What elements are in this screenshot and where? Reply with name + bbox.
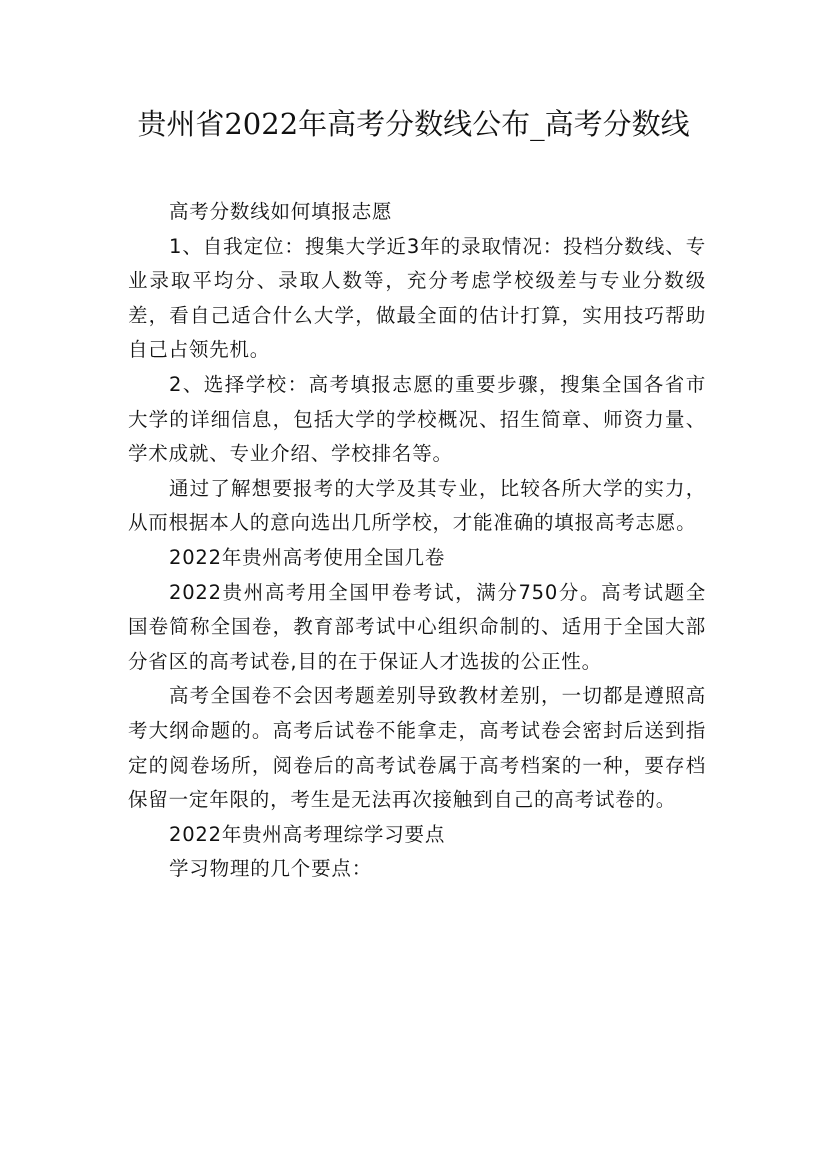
paragraph-self-positioning: 1、自我定位：搜集大学近3年的录取情况：投档分数线、专业录取平均分、录取人数等，充分考虑学校级差与专业分数级差，看自己适合什么大学，做最全面的估计打算，实用技巧帮助自己占领先机。	[128, 234, 706, 362]
paragraph-heading-science-study: 2022年贵州高考理综学习要点	[169, 822, 446, 846]
paragraph-heading-exam-paper: 2022年贵州高考使用全国几卷	[169, 545, 446, 569]
paragraph-compare-universities: 通过了解想要报考的大学及其专业，比较各所大学的实力，从而根据本人的意向选出几所学校，才能准确的填报高考志愿。	[128, 476, 706, 535]
paragraph-exam-archive: 高考全国卷不会因考题差别导致教材差别，一切都是遵照高考大纲命题的。高考后试卷不能拿走，高考试卷会密封后送到指定的阅卷场所，阅卷后的高考试卷属于高考档案的一种，要存档保留一定年限的，考生是无法再次接触到自己的高考试卷的。	[128, 684, 706, 812]
paragraph-choose-school: 2、选择学校：高考填报志愿的重要步骤，搜集全国各省市大学的详细信息，包括大学的学校概况、招生简章、师资力量、学术成就、专业介绍、学校排名等。	[128, 372, 706, 466]
paragraph-physics-points: 学习物理的几个要点：	[169, 857, 373, 881]
document-title: 贵州省2022年高考分数线公布_高考分数线	[137, 107, 690, 141]
paragraph-heading-how-to-apply: 高考分数线如何填报志愿	[169, 200, 393, 223]
document-body	[128, 195, 706, 887]
paragraph-national-paper: 2022贵州高考用全国甲卷考试，满分750分。高考试题全国卷简称全国卷，教育部考试中心组织命制的、适用于全国大部分省区的高考试卷,目的在于保证人才选拔的公正性。	[128, 580, 706, 673]
